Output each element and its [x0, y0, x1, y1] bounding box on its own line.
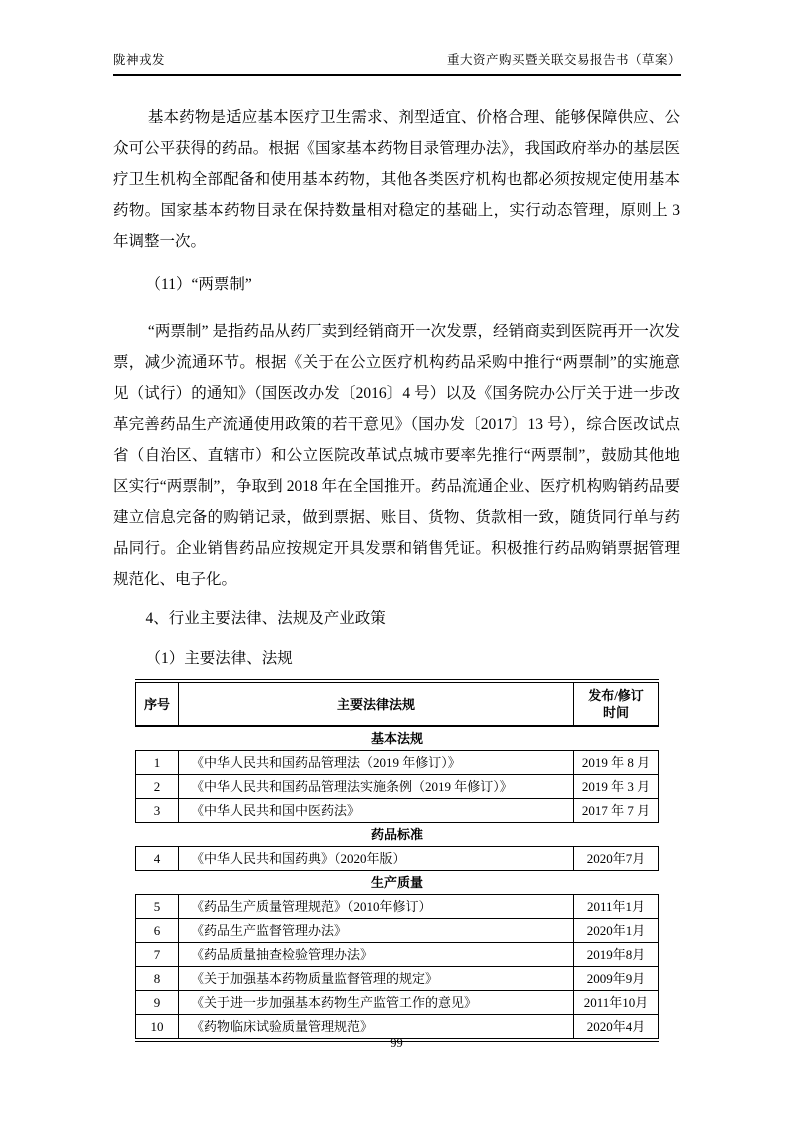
paragraph-two-invoice-system: “两票制” 是指药品从药厂卖到经销商开一次发票，经销商卖到医院再开一次发票，减少流通环节。根据《关于在公立医疗机构药品采购中推行“两票制”的实施意见（试行）的通知》（国医改办发〔2016〕4 号）以及《国务院办公厅关于进一步改革完善药品生产流通使用政策的若干意见》（国办发〔2017〕13 号），综合医改试点省（自治区、直辖市）和公立医院改革试点城市要率先推行“两票制”，鼓励其他地区实行“两票制”，争取到 2018 年在全国推开。药品流通企业、医疗机构购销药品要建立信息完备的购销记录，做到票据、账目、货物、货款相一致，随货同行单与药品同行。企业销售药品应按规定开具发票和销售凭证。积极推行药品购销票据管理规范化、电子化。 — [113, 323, 680, 588]
page-content — [113, 102, 680, 1042]
cell-law-title: 《药品生产质量管理规范》（2010年修订） — [179, 895, 574, 919]
cell-publish-date: 2019 年 3 月 — [574, 775, 659, 799]
table-section-row — [136, 726, 659, 751]
cell-law-title: 《中华人民共和国中医药法》 — [179, 799, 574, 823]
table-section-label: 基本法规 — [136, 726, 659, 751]
table-section-label: 生产质量 — [136, 871, 659, 895]
page-footer — [0, 1036, 793, 1051]
table-section-row — [136, 871, 659, 895]
heading-two-invoice-system: （11）“两票制” — [145, 276, 252, 293]
cell-row-number: 9 — [136, 991, 179, 1015]
cell-row-number: 6 — [136, 919, 179, 943]
cell-publish-date: 2011年10月 — [574, 991, 659, 1015]
header-report-title: 重大资产购买暨关联交易报告书（草案） — [446, 53, 681, 67]
cell-publish-date: 2011年1月 — [574, 895, 659, 919]
cell-law-title: 《关于加强基本药物质量监督管理的规定》 — [179, 967, 574, 991]
cell-publish-date: 2020年7月 — [574, 847, 659, 871]
page-header — [113, 50, 681, 76]
cell-row-number: 4 — [136, 847, 179, 871]
column-header-number: 序号 — [136, 681, 179, 726]
column-header-date-line2: 时间 — [602, 705, 629, 720]
cell-law-title: 《药品生产监督管理办法》 — [179, 919, 574, 943]
cell-row-number: 1 — [136, 751, 179, 775]
table-row — [136, 751, 659, 775]
page-number: 99 — [390, 1036, 403, 1050]
cell-publish-date: 2020年1月 — [574, 919, 659, 943]
table-row — [136, 895, 659, 919]
column-header-date-line1: 发布/修订 — [588, 688, 644, 703]
cell-law-title: 《中华人民共和国药典》（2020年版） — [179, 847, 574, 871]
table-section-label: 药品标准 — [136, 823, 659, 847]
table-row — [136, 991, 659, 1015]
table-header-row — [136, 681, 659, 726]
table-row — [136, 847, 659, 871]
table-row — [136, 967, 659, 991]
cell-law-title: 《关于进一步加强基本药物生产监管工作的意见》 — [179, 991, 574, 1015]
column-header-date — [574, 681, 659, 726]
cell-law-title: 《中华人民共和国药品管理法实施条例（2019 年修订）》 — [179, 775, 574, 799]
cell-row-number: 8 — [136, 967, 179, 991]
cell-publish-date: 2009年9月 — [574, 967, 659, 991]
cell-row-number: 5 — [136, 895, 179, 919]
cell-law-title: 《药物临床试验质量管理规范》 — [179, 1015, 574, 1041]
cell-publish-date: 2019年8月 — [574, 943, 659, 967]
table-row — [136, 775, 659, 799]
cell-publish-date: 2020年4月 — [574, 1015, 659, 1041]
heading-industry-laws-policies: 4、行业主要法律、法规及产业政策 — [145, 610, 386, 627]
cell-law-title: 《中华人民共和国药品管理法（2019 年修订）》 — [179, 751, 574, 775]
heading-main-laws-regulations: （1）主要法律、法规 — [145, 650, 293, 667]
table-row — [136, 799, 659, 823]
cell-row-number: 7 — [136, 943, 179, 967]
cell-law-title: 《药品质量抽查检验管理办法》 — [179, 943, 574, 967]
table-row — [136, 943, 659, 967]
laws-regulations-table — [135, 679, 659, 1042]
paragraph-basic-drugs: 基本药物是适应基本医疗卫生需求、剂型适宜、价格合理、能够保障供应、公众可公平获得的药品。根据《国家基本药物目录管理办法》，我国政府举办的基层医疗卫生机构全部配备和使用基本药物，其他各类医疗机构也都必须按规定使用基本药物。国家基本药物目录在保持数量相对稳定的基础上，实行动态管理，原则上 3 年调整一次。 — [113, 109, 680, 250]
cell-row-number: 2 — [136, 775, 179, 799]
table-section-row — [136, 823, 659, 847]
cell-row-number: 10 — [136, 1015, 179, 1041]
header-company-name: 陇神戎发 — [113, 53, 166, 67]
table-row — [136, 919, 659, 943]
column-header-law: 主要法律法规 — [179, 681, 574, 726]
cell-row-number: 3 — [136, 799, 179, 823]
cell-publish-date: 2017 年 7 月 — [574, 799, 659, 823]
cell-publish-date: 2019 年 8 月 — [574, 751, 659, 775]
